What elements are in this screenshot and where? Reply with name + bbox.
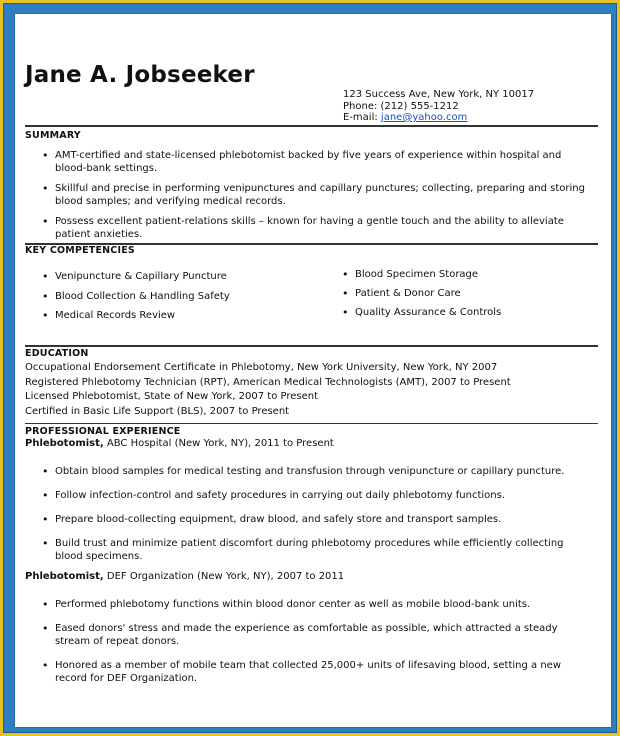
list-item: • Performed phlebotomy functions within blood donor center as well as mobile blood-bank units. — [25, 598, 585, 611]
list-item: • Venipuncture & Capillary Puncture — [25, 270, 325, 283]
list-item: • Obtain blood samples for medical testing and transfusion through venipuncture or capillary puncture. — [25, 465, 585, 478]
list-item: • Honored as a member of mobile team that collected 25,000+ units of lifesaving blood, setting a new record for DEF Organization. — [25, 659, 585, 685]
email-link[interactable]: jane@yahoo.com — [380, 112, 468, 123]
job-bullets — [25, 598, 585, 685]
email-label: E-mail: — [343, 112, 378, 123]
list-item: Certified in Basic Life Support (BLS), 2007 to Present — [25, 405, 290, 417]
list-item: • Quality Assurance & Controls — [325, 306, 595, 319]
contact-block — [343, 89, 534, 124]
list-item: • Eased donors' stress and made the experience as comfortable as possible, which attracted a steady stream of repeat donors. — [25, 622, 585, 648]
section-divider — [25, 423, 598, 424]
list-item: Occupational Endorsement Certificate in Phlebotomy, New York University, New York, NY 2007 — [25, 362, 498, 373]
competencies-title: KEY COMPETENCIES — [25, 245, 135, 256]
education-list — [25, 361, 595, 419]
list-item: • Possess excellent patient-relations skills – known for having a gentle touch and the ability to alleviate patient anxieties. — [25, 215, 585, 241]
address: 123 Success Ave, New York, NY 10017 — [343, 89, 535, 100]
list-item: • Medical Records Review — [25, 309, 325, 322]
section-divider — [25, 125, 598, 127]
education-title: EDUCATION — [25, 348, 89, 359]
list-item: • Build trust and minimize patient discomfort during phlebotomy procedures while efficiently collecting blood specimens. — [25, 537, 585, 563]
resume-page — [15, 14, 611, 727]
job-heading — [25, 571, 344, 582]
job-heading — [25, 438, 334, 449]
summary-list — [25, 149, 585, 241]
competencies-left-list — [25, 270, 325, 322]
experience-title: PROFESSIONAL EXPERIENCE — [25, 426, 181, 437]
email-line — [343, 112, 534, 124]
phone: Phone: (212) 555-1212 — [343, 100, 459, 112]
list-item: • Blood Specimen Storage — [325, 268, 595, 281]
section-divider — [25, 345, 598, 347]
job-role: Phlebotomist, — [25, 571, 104, 582]
list-item: Licensed Phlebotomist, State of New York, 2007 to Present — [25, 391, 319, 402]
list-item: • Patient & Donor Care — [325, 287, 595, 300]
window-frame — [3, 3, 617, 733]
job-bullets — [25, 465, 585, 563]
candidate-name: Jane A. Jobseeker — [25, 62, 255, 88]
summary-title: SUMMARY — [25, 130, 81, 141]
job-role: Phlebotomist, — [25, 438, 104, 449]
list-item: • Blood Collection & Handling Safety — [25, 290, 325, 303]
list-item: • AMT-certified and state-licensed phlebotomist backed by five years of experience within hospital and blood-bank settings. — [25, 149, 585, 175]
job-place: DEF Organization (New York, NY), 2007 to 2011 — [103, 571, 345, 582]
list-item: • Skillful and precise in performing venipunctures and capillary punctures; collecting, preparing and storing blood samples; and verifying medical records. — [25, 182, 585, 208]
competencies-right-list — [325, 268, 595, 319]
list-item: Registered Phlebotomy Technician (RPT), American Medical Technologists (AMT), 2007 to Present — [25, 376, 511, 388]
list-item: • Prepare blood-collecting equipment, draw blood, and safely store and transport samples. — [25, 513, 585, 526]
job-place: ABC Hospital (New York, NY), 2011 to Present — [103, 438, 334, 449]
list-item: • Follow infection-control and safety procedures in carrying out daily phlebotomy functions. — [25, 489, 585, 502]
